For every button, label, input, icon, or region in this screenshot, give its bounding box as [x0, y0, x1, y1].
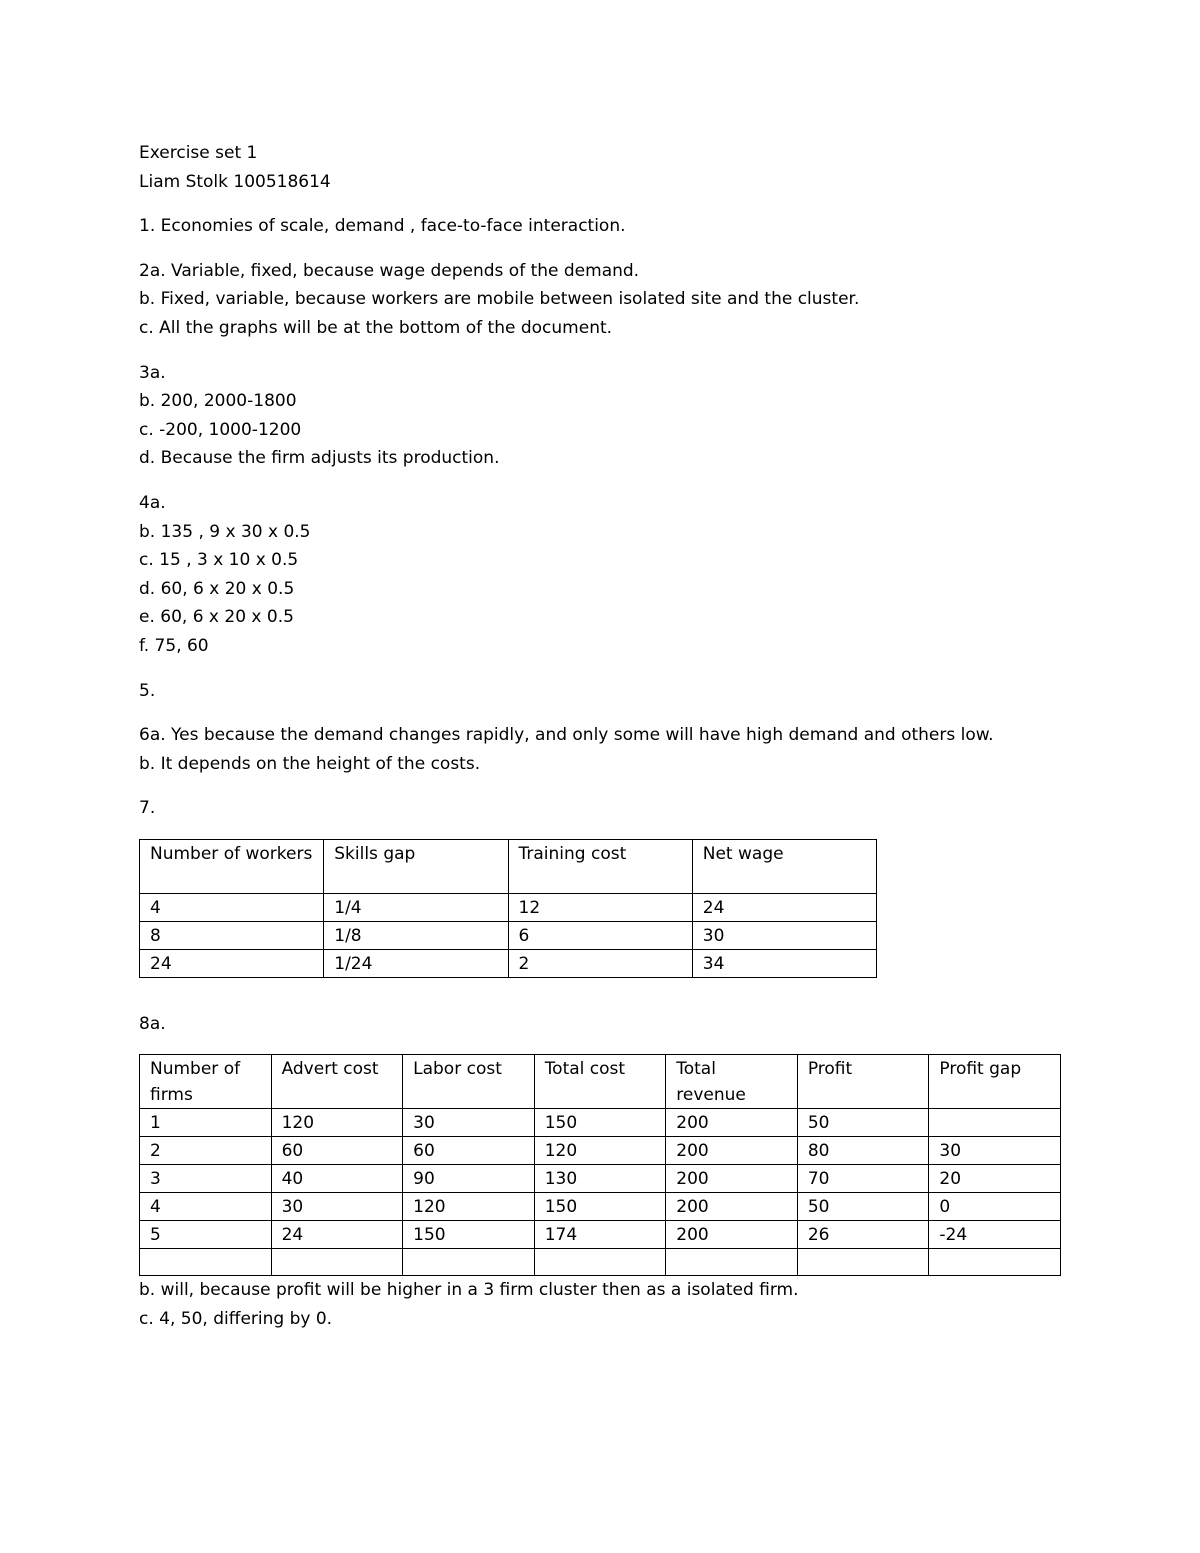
table-cell: 8	[140, 921, 324, 949]
table-cell	[666, 1249, 798, 1276]
table-header-row	[140, 1055, 1061, 1109]
table-cell: 60	[403, 1137, 535, 1165]
table-cell: 90	[403, 1165, 535, 1193]
workers-table	[139, 839, 877, 978]
table-header-row	[140, 839, 877, 893]
table-cell: 120	[403, 1193, 535, 1221]
table-cell: 130	[534, 1165, 666, 1193]
answer-4a: 4a.	[139, 492, 166, 513]
answer-2a: 2a. Variable, fixed, because wage depends of the demand.	[139, 260, 640, 281]
table-cell: 2	[140, 1137, 272, 1165]
table-cell: 4	[140, 893, 324, 921]
table-cell: 200	[666, 1221, 798, 1249]
header-cell: Labor cost	[403, 1055, 535, 1109]
table-cell: -24	[929, 1221, 1061, 1249]
table-cell	[403, 1249, 535, 1276]
table-cell: 34	[692, 949, 876, 977]
table-cell	[929, 1109, 1061, 1137]
table-cell: 150	[534, 1193, 666, 1221]
table-cell: 70	[797, 1165, 929, 1193]
table-cell: 1/4	[324, 893, 508, 921]
answer-4f: f. 75, 60	[139, 635, 209, 656]
answer-4c: c. 15 , 3 x 10 x 0.5	[139, 550, 299, 571]
table-cell: 80	[797, 1137, 929, 1165]
answer-5: 5.	[139, 680, 156, 701]
table-cell: 30	[271, 1193, 403, 1221]
table-cell	[929, 1249, 1061, 1276]
table-row	[140, 893, 877, 921]
table-cell: 50	[797, 1193, 929, 1221]
table-row	[140, 1249, 1061, 1276]
table-cell	[271, 1249, 403, 1276]
table-cell: 50	[797, 1109, 929, 1137]
answer-1: 1. Economies of scale, demand , face-to-face interaction.	[139, 216, 626, 237]
table-cell: 150	[534, 1109, 666, 1137]
document-page	[139, 139, 1079, 1334]
answer-7-label: 7.	[139, 798, 156, 819]
answer-8c: c. 4, 50, differing by 0.	[139, 1309, 333, 1330]
table-cell: 30	[403, 1109, 535, 1137]
author-line: Liam Stolk 100518614	[139, 171, 331, 192]
table-cell: 20	[929, 1165, 1061, 1193]
answer-8b: b. will, because profit will be higher in a 3 firm cluster then as a isolated firm.	[139, 1280, 799, 1301]
table-cell: 200	[666, 1165, 798, 1193]
answer-6a: 6a. Yes because the demand changes rapidly, and only some will have high demand and others low.	[139, 725, 994, 746]
answer-4d: d. 60, 6 x 20 x 0.5	[139, 578, 295, 599]
table-cell: 4	[140, 1193, 272, 1221]
answer-8a: 8a.	[139, 1013, 166, 1034]
table-row	[140, 949, 877, 977]
header-cell: Training cost	[508, 839, 692, 893]
answer-6b: b. It depends on the height of the costs.	[139, 753, 481, 774]
table-row	[140, 1109, 1061, 1137]
table-cell	[534, 1249, 666, 1276]
answer-4b: b. 135 , 9 x 30 x 0.5	[139, 521, 311, 542]
table-cell: 1	[140, 1109, 272, 1137]
table-cell: 1/24	[324, 949, 508, 977]
table-cell: 60	[271, 1137, 403, 1165]
table-row	[140, 1193, 1061, 1221]
table-cell	[797, 1249, 929, 1276]
answer-2c: c. All the graphs will be at the bottom of the document.	[139, 317, 613, 338]
header-cell: Total revenue	[666, 1055, 798, 1109]
table-cell: 3	[140, 1165, 272, 1193]
header-cell: Profit	[797, 1055, 929, 1109]
document-title: Exercise set 1	[139, 143, 258, 163]
table-cell: 174	[534, 1221, 666, 1249]
table-cell: 150	[403, 1221, 535, 1249]
table-row	[140, 1137, 1061, 1165]
answer-2b: b. Fixed, variable, because workers are mobile between isolated site and the cluster.	[139, 289, 860, 310]
table-cell: 30	[692, 921, 876, 949]
table-cell: 120	[534, 1137, 666, 1165]
answer-3a: 3a.	[139, 362, 166, 383]
table-cell	[140, 1249, 272, 1276]
table-row	[140, 1165, 1061, 1193]
table-cell: 6	[508, 921, 692, 949]
table-cell: 12	[508, 893, 692, 921]
header-cell: Advert cost	[271, 1055, 403, 1109]
answer-3b: b. 200, 2000-1800	[139, 391, 297, 412]
header-cell: Number of firms	[140, 1055, 272, 1109]
table-cell: 24	[271, 1221, 403, 1249]
table-cell: 40	[271, 1165, 403, 1193]
table-cell: 120	[271, 1109, 403, 1137]
table-cell: 5	[140, 1221, 272, 1249]
header-cell: Net wage	[692, 839, 876, 893]
answer-3d: d. Because the firm adjusts its production.	[139, 448, 500, 469]
header-cell: Profit gap	[929, 1055, 1061, 1109]
table-row	[140, 1221, 1061, 1249]
answer-4e: e. 60, 6 x 20 x 0.5	[139, 607, 294, 628]
answer-3c: c. -200, 1000-1200	[139, 419, 302, 440]
firms-table	[139, 1054, 1061, 1276]
table-cell: 1/8	[324, 921, 508, 949]
table-cell: 26	[797, 1221, 929, 1249]
table-row	[140, 921, 877, 949]
table-cell: 200	[666, 1109, 798, 1137]
table-cell: 24	[692, 893, 876, 921]
table-cell: 200	[666, 1137, 798, 1165]
table-cell: 30	[929, 1137, 1061, 1165]
table-cell: 0	[929, 1193, 1061, 1221]
table-cell: 2	[508, 949, 692, 977]
table-cell: 200	[666, 1193, 798, 1221]
header-cell: Number of workers	[140, 839, 324, 893]
table-cell: 24	[140, 949, 324, 977]
header-cell: Skills gap	[324, 839, 508, 893]
header-cell: Total cost	[534, 1055, 666, 1109]
